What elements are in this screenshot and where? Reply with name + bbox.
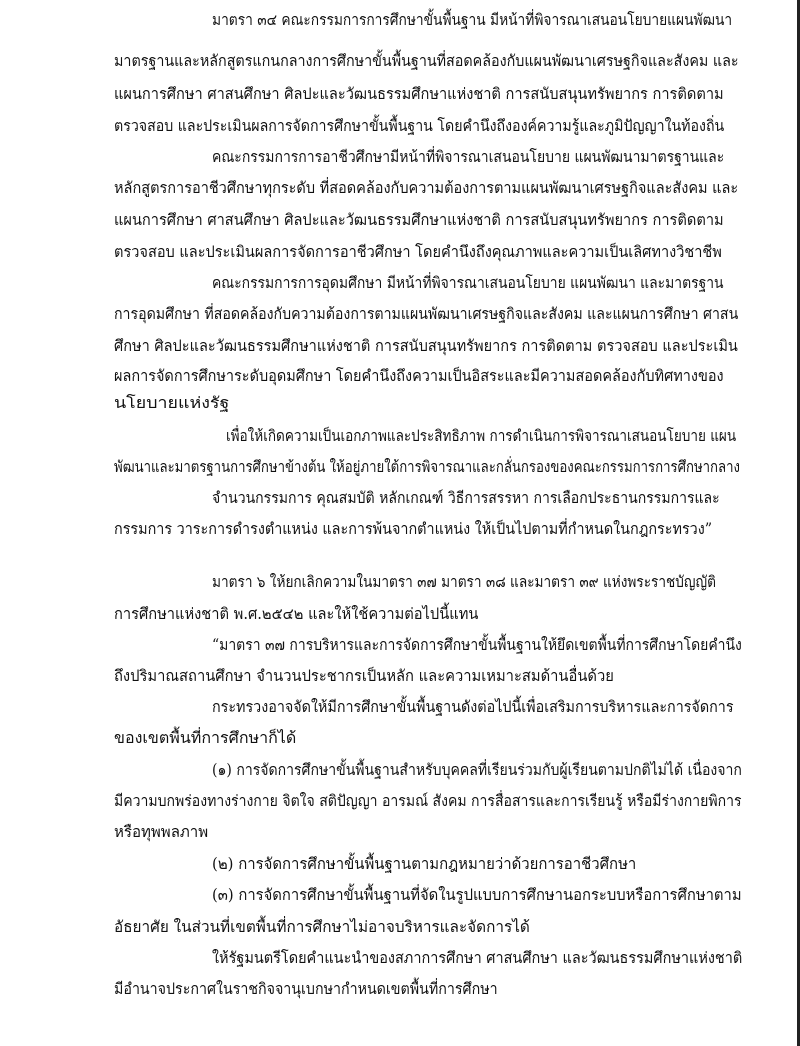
text-line: อัธยาศัย ในส่วนที่เขตพื้นที่การศึกษาไม่อาจบริหารและจัดการได้	[114, 918, 530, 936]
text-line: มีความบกพร่องทางร่างกาย จิตใจ สติปัญญา อารมณ์ สังคม การสื่อสารและการเรียนรู้ หรือมีร่างกายพิการ	[114, 792, 742, 810]
text-line: จำนวนกรรมการ คุณสมบัติ หลักเกณฑ์ วิธีการสรรหา การเลือกประธานกรรมการและ	[212, 489, 720, 507]
text-line: (๒) การจัดการศึกษาขั้นพื้นฐานตามกฎหมายว่าด้วยการอาชีวศึกษา	[212, 855, 637, 873]
text-line: หรือทุพพลภาพ	[114, 823, 209, 841]
text-line: การศึกษาแห่งชาติ พ.ศ.๒๕๔๒ และให้ใช้ความต่อไปนี้แทน	[114, 605, 479, 623]
text-line: แผนการศึกษา ศาสนศึกษา ศิลปะและวัฒนธรรมศึกษาแห่งชาติ การสนับสนุนทรัพยากร การติดตาม	[114, 85, 724, 103]
text-line: “มาตรา ๓๗ การบริหารและการจัดการศึกษาขั้นพื้นฐานให้ยึดเขตพื้นที่การศึกษาโดยคำนึง	[212, 636, 742, 654]
text-line: คณะกรรมการการอุดมศึกษา มีหน้าที่พิจารณาเสนอนโยบาย แผนพัฒนา และมาตรฐาน	[212, 274, 724, 292]
text-line: ศึกษา ศิลปะและวัฒนธรรมศึกษาแห่งชาติ การสนับสนุนทรัพยากร การติดตาม ตรวจสอบ และประเมิน	[114, 337, 738, 355]
text-line: แผนการศึกษา ศาสนศึกษา ศิลปะและวัฒนธรรมศึกษาแห่งชาติ การสนับสนุนทรัพยากร การติดตาม	[114, 211, 724, 229]
text-line: มาตรา ๖ ให้ยกเลิกความในมาตรา ๓๗ มาตรา ๓๘ และมาตรา ๓๙ แห่งพระราชบัญญัติ	[212, 573, 717, 591]
text-line: (๓) การจัดการศึกษาขั้นพื้นฐานที่จัดในรูปแบบการศึกษานอกระบบหรือการศึกษาตาม	[212, 886, 742, 904]
text-line: นโยบายแห่งรัฐ	[114, 394, 230, 412]
text-line: ตรวจสอบ และประเมินผลการจัดการอาชีวศึกษา โดยคำนึงถึงคุณภาพและความเป็นเลิศทางวิชาชีพ	[114, 243, 722, 261]
text-line: มาตรฐานและหลักสูตรแกนกลางการศึกษาขั้นพื้นฐานที่สอดคล้องกับแผนพัฒนาเศรษฐกิจและสังคม และ	[114, 52, 739, 70]
text-line: หลักสูตรการอาชีวศึกษาทุกระดับ ที่สอดคล้องกับความต้องการตามแผนพัฒนาเศรษฐกิจและสังคม และ	[114, 179, 739, 197]
text-line: ของเขตพื้นที่การศึกษาก็ได้	[114, 729, 297, 747]
text-line: มาตรา ๓๔ คณะกรรมการการศึกษาขั้นพื้นฐาน มีหน้าที่พิจารณาเสนอนโยบายแผนพัฒนา	[212, 11, 733, 29]
text-line: ให้รัฐมนตรีโดยคำแนะนำของสภาการศึกษา ศาสนศึกษา และวัฒนธรรมศึกษาแห่งชาติ	[212, 949, 743, 967]
text-line: ตรวจสอบ และประเมินผลการจัดการศึกษาขั้นพื้นฐาน โดยคำนึงถึงองค์ความรู้และภูมิปัญญาในท้องถิ่น	[114, 117, 725, 135]
text-line: เพื่อให้เกิดความเป็นเอกภาพและประสิทธิภาพ การดำเนินการพิจารณาเสนอนโยบาย แผน	[226, 427, 737, 445]
text-line: กระทรวงอาจจัดให้มีการศึกษาขั้นพื้นฐานดังต่อไปนี้เพื่อเสริมการบริหารและการจัดการ	[212, 698, 734, 716]
text-line: (๑) การจัดการศึกษาขั้นพื้นฐานสำหรับบุคคลที่เรียนร่วมกับผู้เรียนตามปกติไม่ได้ เนื่องจาก	[212, 761, 742, 779]
text-line: การอุดมศึกษา ที่สอดคล้องกับความต้องการตามแผนพัฒนาเศรษฐกิจและสังคม และแผนการศึกษา ศาสน	[114, 305, 739, 323]
text-line: พัฒนาและมาตรฐานการศึกษาข้างต้น ให้อยู่ภายใต้การพิจารณาและกลั่นกรองของคณะกรรมการการศึกษากลาง	[114, 458, 740, 476]
text-line: ผลการจัดการศึกษาระดับอุดมศึกษา โดยคำนึงถึงความเป็นอิสระและมีความสอดคล้องกับทิศทางของ	[114, 367, 724, 385]
text-line: กรรมการ วาระการดำรงตำแหน่ง และการพ้นจากตำแหน่ง ให้เป็นไปตามที่กำหนดในกฎกระทรวง”	[114, 520, 713, 538]
text-line: คณะกรรมการการอาชีวศึกษามีหน้าที่พิจารณาเสนอนโยบาย แผนพัฒนามาตรฐานและ	[212, 148, 725, 166]
text-line: มีอำนาจประกาศในราชกิจจานุเบกษากำหนดเขตพื้นที่การศึกษา	[114, 980, 498, 998]
text-line: ถึงปริมาณสถานศึกษา จำนวนประชากรเป็นหลัก และความเหมาะสมด้านอื่นด้วย	[114, 667, 614, 685]
